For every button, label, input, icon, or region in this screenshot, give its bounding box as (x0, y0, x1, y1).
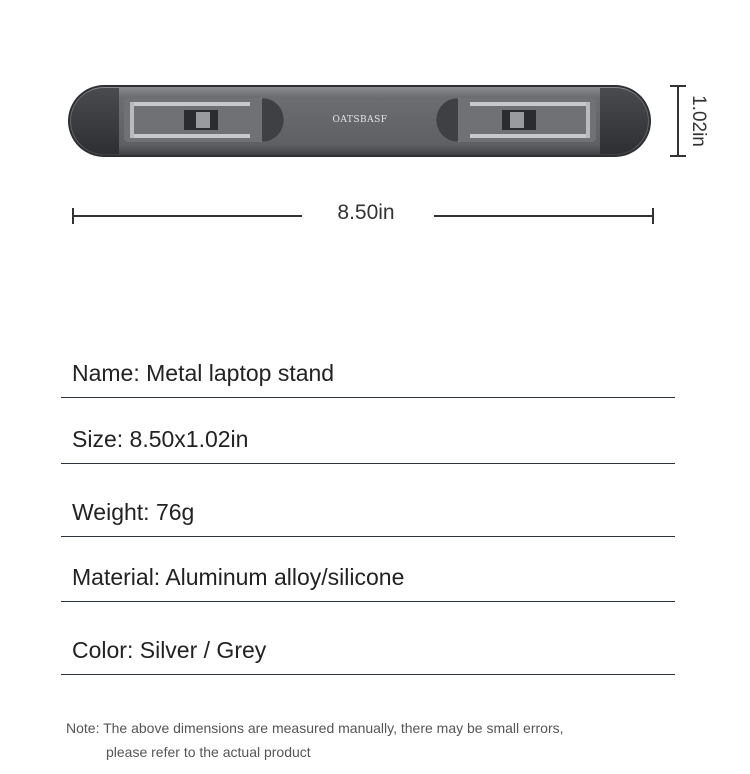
spec-name-text: Name: Metal laptop stand (72, 360, 335, 386)
spec-row-color (61, 608, 675, 675)
width-dimension-tick-left (72, 208, 74, 224)
brand-logo: OATSBASF (332, 115, 388, 125)
spec-color-text: Color: Silver / Grey (72, 637, 267, 663)
spec-row-name (61, 331, 675, 398)
note-line-1: Note: The above dimensions are measured manually, there may be small errors, (66, 720, 564, 736)
spec-row-weight (61, 470, 675, 537)
note-line-2: please refer to the actual product (106, 744, 311, 760)
spec-size-text: Size: 8.50x1.02in (72, 426, 249, 452)
height-dimension-tick-bottom (670, 155, 686, 157)
height-dimension-tick-top (670, 85, 686, 87)
spec-weight-text: Weight: 76g (72, 499, 195, 525)
height-dimension-label: 1.02in (688, 95, 709, 147)
laptop-stand-image (0, 0, 750, 170)
width-dimension-label: 8.50in (337, 201, 395, 224)
spec-row-material (61, 535, 675, 602)
spec-row-size (61, 397, 675, 464)
width-dimension-line-left (72, 215, 302, 217)
disclaimer-note (66, 716, 564, 764)
width-dimension-tick-right (652, 208, 654, 224)
height-dimension-line (677, 85, 679, 157)
width-dimension-line-right (434, 215, 654, 217)
spec-material-text: Material: Aluminum alloy/silicone (72, 564, 405, 590)
product-illustration (0, 0, 750, 170)
